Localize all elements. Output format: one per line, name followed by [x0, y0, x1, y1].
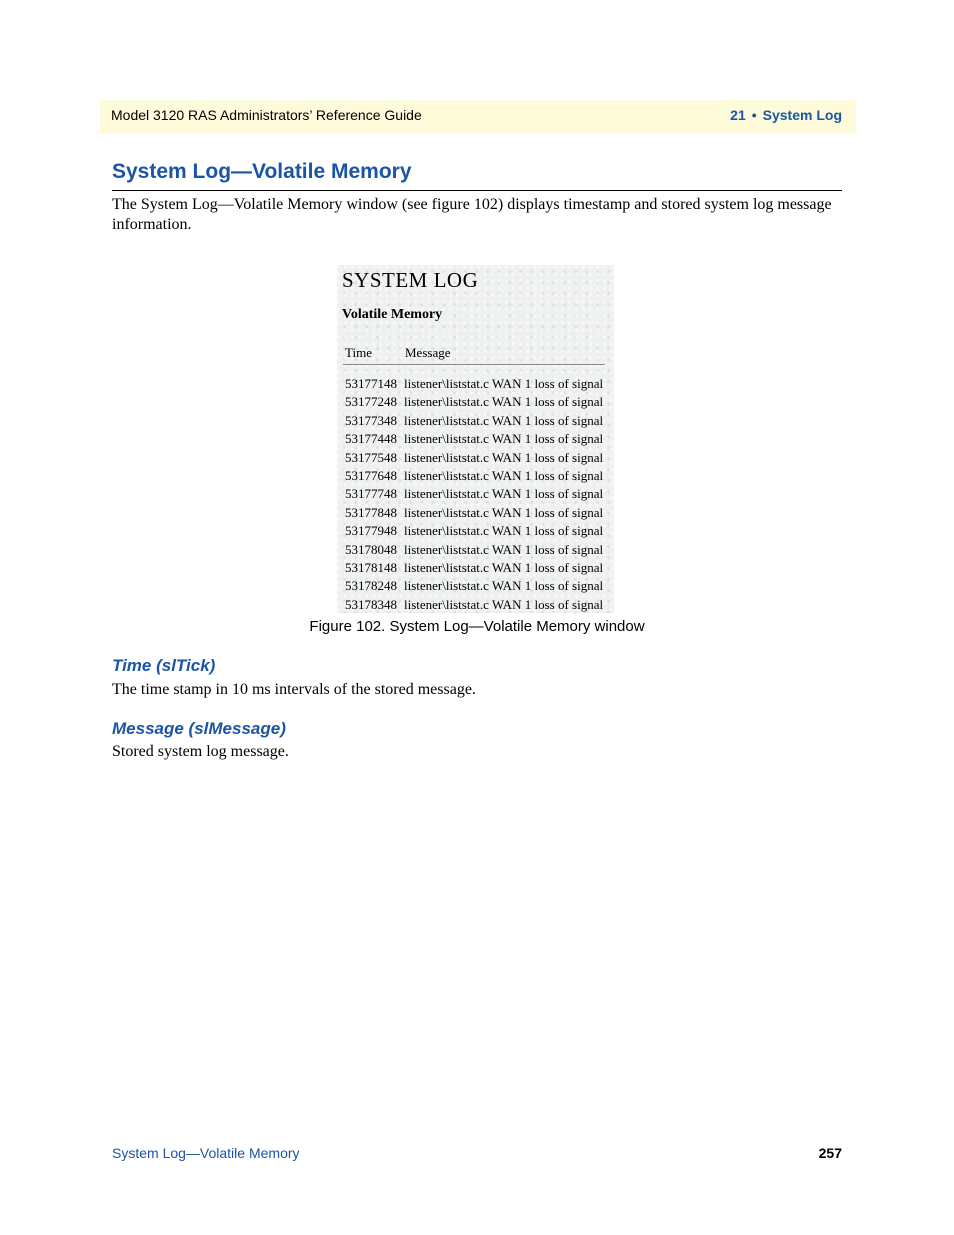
log-entry-message: listener\liststat.c WAN 1 loss of signal: [404, 541, 604, 557]
message-section-text: Stored system log message.: [112, 743, 289, 760]
column-header-message: Message: [405, 345, 451, 360]
log-entry-row: [345, 394, 613, 412]
log-entry-time: 53177748: [345, 486, 397, 502]
intro-paragraph: The System Log—Volatile Memory window (see figure 102) displays timestamp and stored system log message information.: [112, 196, 832, 233]
log-entry-message: listener\liststat.c WAN 1 loss of signal: [404, 596, 604, 612]
log-entry-time: 53177648: [345, 467, 397, 483]
log-entry-row: [345, 376, 613, 394]
figure-window-subtitle: Volatile Memory: [342, 307, 443, 322]
header-chapter: [730, 107, 842, 123]
time-section-title: Time (slTick): [112, 656, 216, 675]
system-log-screenshot: [337, 265, 614, 613]
log-entry-time: 53178048: [345, 541, 397, 557]
log-entry-row: [345, 523, 613, 541]
log-entry-message: listener\liststat.c WAN 1 loss of signal: [404, 504, 604, 520]
log-entries-list: [345, 376, 613, 613]
header-chapter-title: System Log: [762, 107, 842, 123]
log-entry-message: listener\liststat.c WAN 1 loss of signal: [404, 578, 604, 594]
log-entry-time: 53177848: [345, 504, 397, 520]
column-header-time: Time: [345, 345, 372, 360]
log-entry-time: 53178348: [345, 596, 397, 612]
log-entry-time: 53177548: [345, 449, 397, 465]
footer-section-name: System Log—Volatile Memory: [112, 1145, 300, 1161]
section-divider: [112, 190, 842, 191]
log-entry-time: 53177448: [345, 431, 397, 447]
log-entry-time: 53177348: [345, 412, 397, 428]
running-header: [100, 100, 856, 134]
log-entry-row: [345, 597, 613, 613]
log-entry-row: [345, 450, 613, 468]
log-entry-message: listener\liststat.c WAN 1 loss of signal: [404, 449, 604, 465]
log-entry-row: [345, 413, 613, 431]
figure-header-divider: [343, 364, 605, 365]
header-chapter-number: 21: [730, 107, 746, 123]
log-entry-row: [345, 468, 613, 486]
log-entry-message: listener\liststat.c WAN 1 loss of signal: [404, 412, 604, 428]
log-entry-message: listener\liststat.c WAN 1 loss of signal: [404, 431, 604, 447]
figure-caption: Figure 102. System Log—Volatile Memory window: [309, 618, 645, 635]
log-entry-time: 53178248: [345, 578, 397, 594]
log-entry-row: [345, 431, 613, 449]
log-entry-time: 53177248: [345, 394, 397, 410]
section-title: System Log—Volatile Memory: [112, 160, 412, 183]
log-entry-message: listener\liststat.c WAN 1 loss of signal: [404, 467, 604, 483]
log-entry-row: [345, 560, 613, 578]
figure-window-title: SYSTEM LOG: [342, 268, 479, 292]
log-entry-message: listener\liststat.c WAN 1 loss of signal: [404, 559, 604, 575]
log-entry-time: 53178148: [345, 559, 397, 575]
time-section-text: The time stamp in 10 ms intervals of the stored message.: [112, 681, 476, 698]
header-guide-title: Model 3120 RAS Administrators’ Reference Guide: [111, 107, 422, 123]
log-entry-message: listener\liststat.c WAN 1 loss of signal: [404, 376, 604, 391]
page-number: 257: [818, 1145, 842, 1161]
log-entry-message: listener\liststat.c WAN 1 loss of signal: [404, 394, 604, 410]
header-bullet: •: [751, 107, 757, 123]
log-entry-row: [345, 578, 613, 596]
log-entry-time: 53177148: [345, 376, 397, 391]
log-entry-message: listener\liststat.c WAN 1 loss of signal: [404, 523, 604, 539]
log-entry-row: [345, 486, 613, 504]
log-entry-message: listener\liststat.c WAN 1 loss of signal: [404, 486, 604, 502]
log-entry-row: [345, 542, 613, 560]
log-entry-time: 53177948: [345, 523, 397, 539]
message-section-title: Message (slMessage): [112, 719, 286, 738]
log-entry-row: [345, 505, 613, 523]
